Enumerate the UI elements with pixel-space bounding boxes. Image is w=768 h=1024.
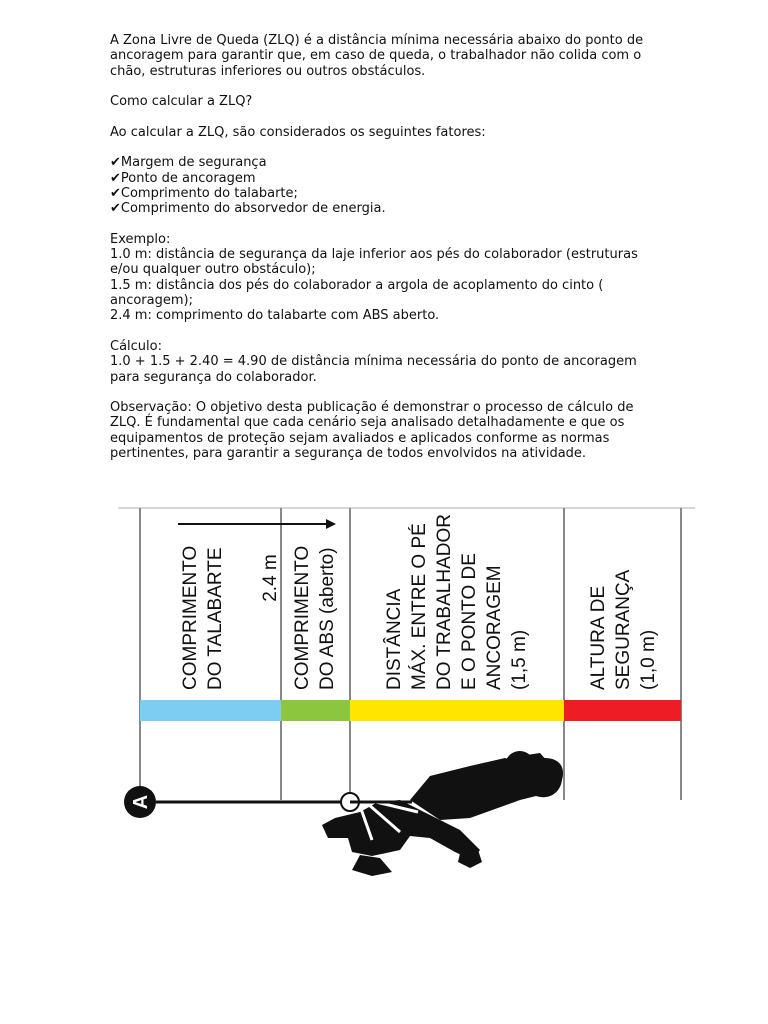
list-item: ✔Margem de segurança	[110, 155, 267, 171]
factors-intro: Ao calcular a ZLQ, são considerados os seguintes fatores:	[110, 124, 486, 140]
arrow-label: 2.4 m	[260, 554, 281, 602]
example-item: 1.0 m: distância de segurança da laje inferior aos pés do colaborador (estruturas e/ou qualquer outro obstáculo);	[110, 247, 638, 278]
factors-list	[110, 155, 650, 216]
zlq-diagram	[0, 500, 768, 880]
calc-title: Cálculo:	[110, 338, 162, 354]
label-line: DISTÂNCIA	[384, 588, 405, 690]
label-line: (1,0 m)	[638, 629, 659, 690]
observation-paragraph: Observação: O objetivo desta publicação é demonstrar o processo de cálculo de ZLQ. É fundamental que cada cenário seja analisado detalhadamente e que os equipamentos de proteção sejam avaliados e aplicados conforme as normas pertinentes, para garantir a segurança de todos envolvidos na atividade.	[110, 400, 634, 462]
arrow-head-icon	[326, 519, 336, 529]
intro-paragraph: A Zona Livre de Queda (ZLQ) é a distância mínima necessária abaixo do ponto de ancoragem para garantir que, em caso de queda, o trabalhador não colida com o chão, estruturas inferiores ou outros obstáculos.	[110, 33, 644, 79]
label-line: E O PONTO DE	[459, 553, 480, 690]
band-talabarte	[140, 700, 281, 721]
label-line: DO TRABALHADOR	[434, 514, 455, 690]
calc-text: 1.0 + 1.5 + 2.40 = 4.90 de distância mínima necessária do ponto de ancoragem para segurança do colaborador.	[110, 354, 637, 385]
label-altura	[588, 569, 659, 690]
example-item: 1.5 m: distância dos pés do colaborador a argola de acoplamento do cinto ( ancoragem);	[110, 277, 604, 309]
label-line: ALTURA DE	[588, 585, 609, 690]
label-abs	[292, 546, 338, 690]
example-item: 2.4 m: comprimento do talabarte com ABS aberto.	[110, 308, 440, 324]
example-title: Exemplo:	[110, 231, 171, 247]
label-talabarte	[180, 546, 226, 690]
label-line: DO TALABARTE	[205, 547, 226, 690]
list-item: ✔Ponto de ancoragem	[110, 170, 256, 186]
label-line: COMPRIMENTO	[180, 545, 201, 690]
label-distancia	[383, 514, 530, 690]
zlq-diagram-svg	[0, 500, 768, 880]
band-altura	[564, 700, 681, 721]
band-distancia	[350, 700, 564, 721]
label-line: COMPRIMENTO	[292, 545, 313, 690]
anchor-letter: A	[130, 794, 152, 810]
list-item: ✔Comprimento do talabarte;	[110, 185, 298, 201]
list-item: ✔Comprimento do absorvedor de energia.	[110, 201, 386, 217]
example-section	[110, 232, 650, 324]
label-line: SEGURANÇA	[613, 569, 634, 690]
band-abs	[281, 700, 350, 721]
label-line: ANCORAGEM	[484, 565, 505, 690]
worker-silhouette-icon	[322, 751, 563, 876]
label-line: MÁX. ENTRE O PÉ	[409, 523, 430, 690]
question-heading: Como calcular a ZLQ?	[110, 94, 253, 110]
document-text	[110, 33, 650, 477]
label-line: (1,5 m)	[509, 629, 530, 690]
calc-section	[110, 339, 650, 385]
label-line: DO ABS (aberto)	[317, 547, 338, 690]
